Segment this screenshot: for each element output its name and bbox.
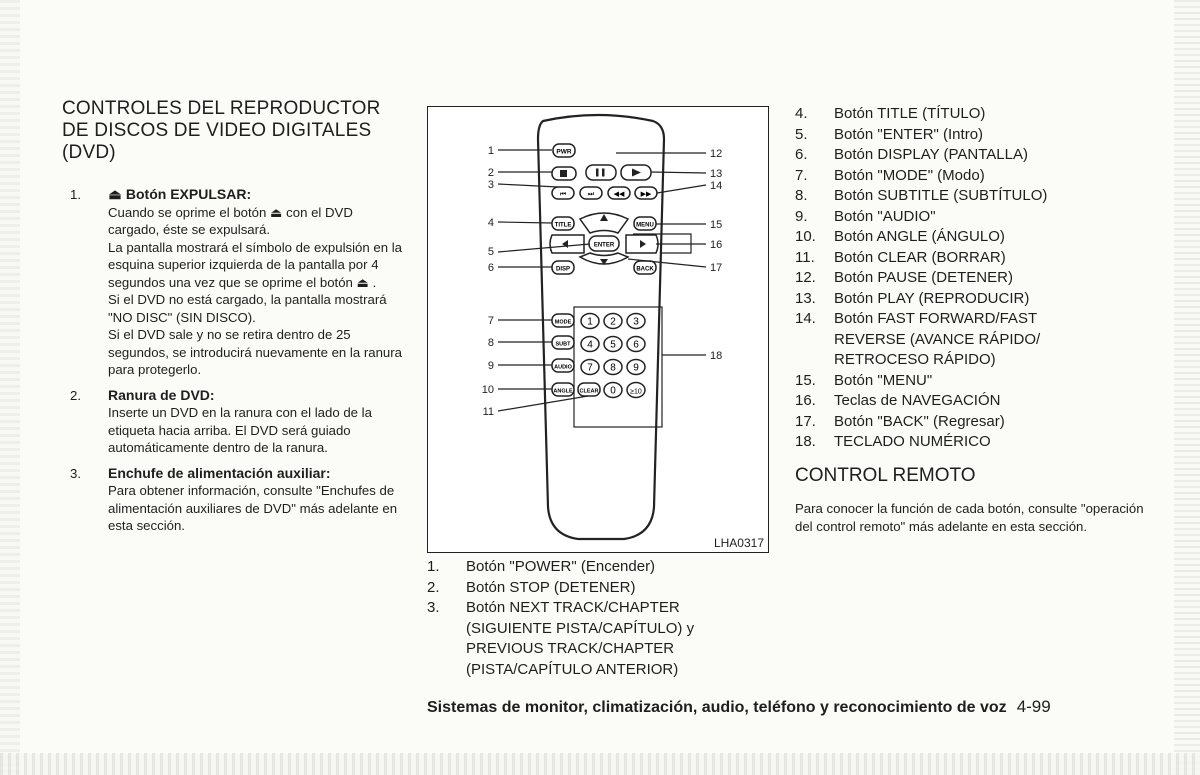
- callout-number: 14: [710, 180, 723, 192]
- keypad-digit-label: 5: [610, 339, 616, 351]
- audio-button: [552, 359, 574, 372]
- item-heading: [108, 186, 404, 204]
- svg-text:⏭: ⏭: [587, 191, 595, 198]
- figure-code: LHA0317: [713, 536, 764, 550]
- item-text: Inserte un DVD en la ranura con el lado de la etiqueta hacia arriba. El DVD será guiado automáticamente dentro de la ranura.: [108, 405, 372, 455]
- scan-edge-bottom: [0, 753, 1200, 775]
- back-button: [634, 261, 656, 274]
- callout-number: 9: [487, 360, 494, 372]
- dvd-controls-column: [62, 98, 404, 543]
- keypad-digit-button: [581, 337, 599, 352]
- list-item: 13. Botón PLAY (REPRODUCIR): [795, 289, 1030, 307]
- keypad-digit-label: 2: [610, 316, 616, 328]
- callout-number: 15: [710, 219, 723, 231]
- svg-text:▶▶: ▶▶: [640, 191, 652, 198]
- keypad-digit-button: [604, 360, 622, 375]
- list-item: 18. TECLADO NUMÉRICO: [795, 433, 991, 450]
- list-item: 11. Botón CLEAR (BORRAR): [795, 248, 1006, 266]
- enter-button: [589, 236, 619, 251]
- section-title-line: (DVD): [62, 142, 116, 163]
- keypad-digit-button: [581, 360, 599, 375]
- keypad-digit-button: [604, 337, 622, 352]
- keypad-digit-button: [627, 383, 645, 398]
- button-label: BACK: [636, 266, 654, 273]
- list-item: 1. Botón "POWER" (Encender): [427, 558, 656, 575]
- item-text: Cuando se oprime el botón ⏏ con el DVD cargado, éste se expulsará.: [108, 204, 353, 237]
- callout-number: 12: [710, 148, 723, 160]
- menu-button: [634, 217, 656, 230]
- callout-number: 2: [487, 167, 494, 179]
- list-item: 6. Botón DISPLAY (PANTALLA): [795, 146, 1028, 163]
- keypad-digit-button: [627, 360, 645, 375]
- item-heading: Ranura de DVD:: [108, 386, 215, 403]
- list-item: 12. Botón PAUSE (DETENER): [795, 269, 1013, 286]
- callout-line: [657, 185, 706, 193]
- page-number: 4-99: [1016, 697, 1051, 716]
- callout-number: 13: [710, 168, 723, 180]
- section-title-line: DE DISCOS DE VIDEO DIGITALES: [62, 120, 372, 141]
- display-button: [552, 261, 574, 274]
- button-label: ANGLE: [553, 388, 573, 395]
- remote-control-figure: [427, 106, 769, 553]
- remote-control-illustration: [428, 107, 768, 552]
- keypad-digit-label: 6: [633, 339, 639, 351]
- button-label: CLEAR: [579, 388, 599, 395]
- item-text: Si el DVD no está cargado, la pantalla mostrará "NO DISC" (SIN DISCO).: [108, 292, 387, 325]
- remote-section-title: CONTROL REMOTO: [795, 465, 976, 486]
- scan-edge-right: [1174, 0, 1200, 775]
- scan-edge-left: [0, 0, 20, 775]
- list-item: 5. Botón "ENTER" (Intro): [795, 125, 984, 143]
- button-label: MODE: [554, 319, 572, 326]
- button-label: TITLE: [554, 222, 572, 229]
- fast-reverse-button: [608, 187, 630, 199]
- keypad-digit-button: [627, 314, 645, 329]
- list-item: 9. Botón "AUDIO": [795, 207, 936, 225]
- keypad-digit-label: 9: [633, 362, 639, 374]
- button-label: MENU: [636, 222, 654, 229]
- keypad-digit-button: [604, 383, 622, 398]
- list-item: 16. Teclas de NAVEGACIÓN: [795, 392, 1001, 409]
- next-track-button: [580, 187, 602, 199]
- previous-track-button: [552, 187, 574, 199]
- angle-button: [552, 383, 574, 396]
- button-label: AUDIO: [554, 364, 572, 371]
- keypad-digit-button: [581, 314, 599, 329]
- button-list-right: [795, 104, 1155, 453]
- list-item: 7. Botón "MODE" (Modo): [795, 166, 985, 184]
- item-number: 2.: [70, 387, 81, 403]
- keypad-digit-label: 7: [587, 362, 593, 374]
- callout-number: 8: [487, 337, 494, 349]
- clear-button: [578, 383, 600, 396]
- callout-number: 17: [710, 262, 723, 274]
- item-aux-power: [62, 465, 404, 535]
- item-number: 1.: [70, 187, 81, 202]
- eject-icon: ⏏: [108, 186, 122, 202]
- power-button: [553, 144, 575, 157]
- list-item: 17. Botón "BACK" (Regresar): [795, 412, 1005, 430]
- play-button: [621, 165, 651, 180]
- fast-forward-button: [635, 187, 657, 199]
- stop-button: [552, 167, 576, 180]
- svg-text:⏮: ⏮: [559, 191, 567, 198]
- keypad-digit-label: ≥10: [630, 388, 642, 396]
- svg-text:◀◀: ◀◀: [613, 191, 625, 198]
- item-dvd-slot: [62, 387, 404, 457]
- list-item: 10. Botón ANGLE (ÁNGULO): [795, 228, 1005, 245]
- page-footer: [427, 697, 1051, 717]
- callout-number: 6: [487, 262, 494, 274]
- item-heading-text: Botón EXPULSAR:: [125, 186, 252, 202]
- item-text: Si el DVD sale y no se retira dentro de 25 segundos, se introducirá nuevamente en la ranura para protegerlo.: [108, 327, 402, 377]
- callout-number: 16: [710, 239, 723, 251]
- list-item: 2. Botón STOP (DETENER): [427, 578, 636, 596]
- keypad-digit-label: 8: [610, 362, 616, 374]
- remote-section-text: Para conocer la función de cada botón, consulte "operación del control remoto" más adelante en esta sección.: [795, 501, 1144, 534]
- footer-text: Sistemas de monitor, climatización, audio, teléfono y reconocimiento de voz: [427, 699, 1007, 716]
- keypad-digit-label: 1: [587, 316, 593, 328]
- callout-number: 11: [482, 406, 494, 418]
- callout-number: 4: [487, 217, 494, 229]
- list-item: 14. Botón FAST FORWARD/FAST REVERSE (AVANCE RÁPIDO/ RETROCESO RÁPIDO): [795, 310, 1041, 368]
- item-eject: [62, 186, 404, 379]
- keypad-digit-button: [627, 337, 645, 352]
- button-list-left: [427, 557, 777, 680]
- item-text: Para obtener información, consulte "Enchufes de alimentación auxiliares de DVD" más adelante en esta sección.: [108, 483, 398, 533]
- callout-number: 5: [487, 246, 494, 258]
- keypad-digit-label: 4: [587, 339, 593, 351]
- callout-number: 7: [487, 315, 494, 327]
- item-heading: Enchufe de alimentación auxiliar:: [108, 464, 331, 481]
- callout-number: 3: [487, 179, 494, 191]
- button-label: SUBT: [555, 341, 571, 348]
- list-item: 4. Botón TITLE (TÍTULO): [795, 105, 986, 122]
- list-item: 15. Botón "MENU": [795, 371, 933, 389]
- title-button: [552, 217, 574, 230]
- callout-number: 10: [481, 384, 494, 396]
- item-text: La pantalla mostrará el símbolo de expulsión en la esquina superior izquierda de la pantalla por 4 segundos una vez que se oprime el botón ⏏ .: [108, 239, 402, 290]
- button-label: ENTER: [593, 242, 615, 249]
- list-item: 8. Botón SUBTITLE (SUBTÍTULO): [795, 187, 1048, 204]
- section-title: [62, 98, 404, 164]
- callout-number: 1: [487, 145, 494, 157]
- button-label: PWR: [556, 148, 572, 156]
- pause-button: [586, 165, 616, 180]
- keypad-digit-label: 3: [633, 316, 639, 328]
- list-item: 3. Botón NEXT TRACK/CHAPTER (SIGUIENTE PISTA/CAPÍTULO) y PREVIOUS TRACK/CHAPTER (PISTA/CAPÍTULO ANTERIOR): [427, 599, 695, 678]
- section-title-line: CONTROLES DEL REPRODUCTOR: [62, 98, 381, 119]
- button-label: DISP: [555, 266, 571, 273]
- item-number: 3.: [70, 465, 81, 481]
- subtitle-button: [552, 336, 574, 349]
- keypad-digit-label: 0: [610, 385, 616, 397]
- callout-number: 18: [710, 350, 723, 362]
- keypad-digit-button: [604, 314, 622, 329]
- mode-button: [552, 314, 574, 327]
